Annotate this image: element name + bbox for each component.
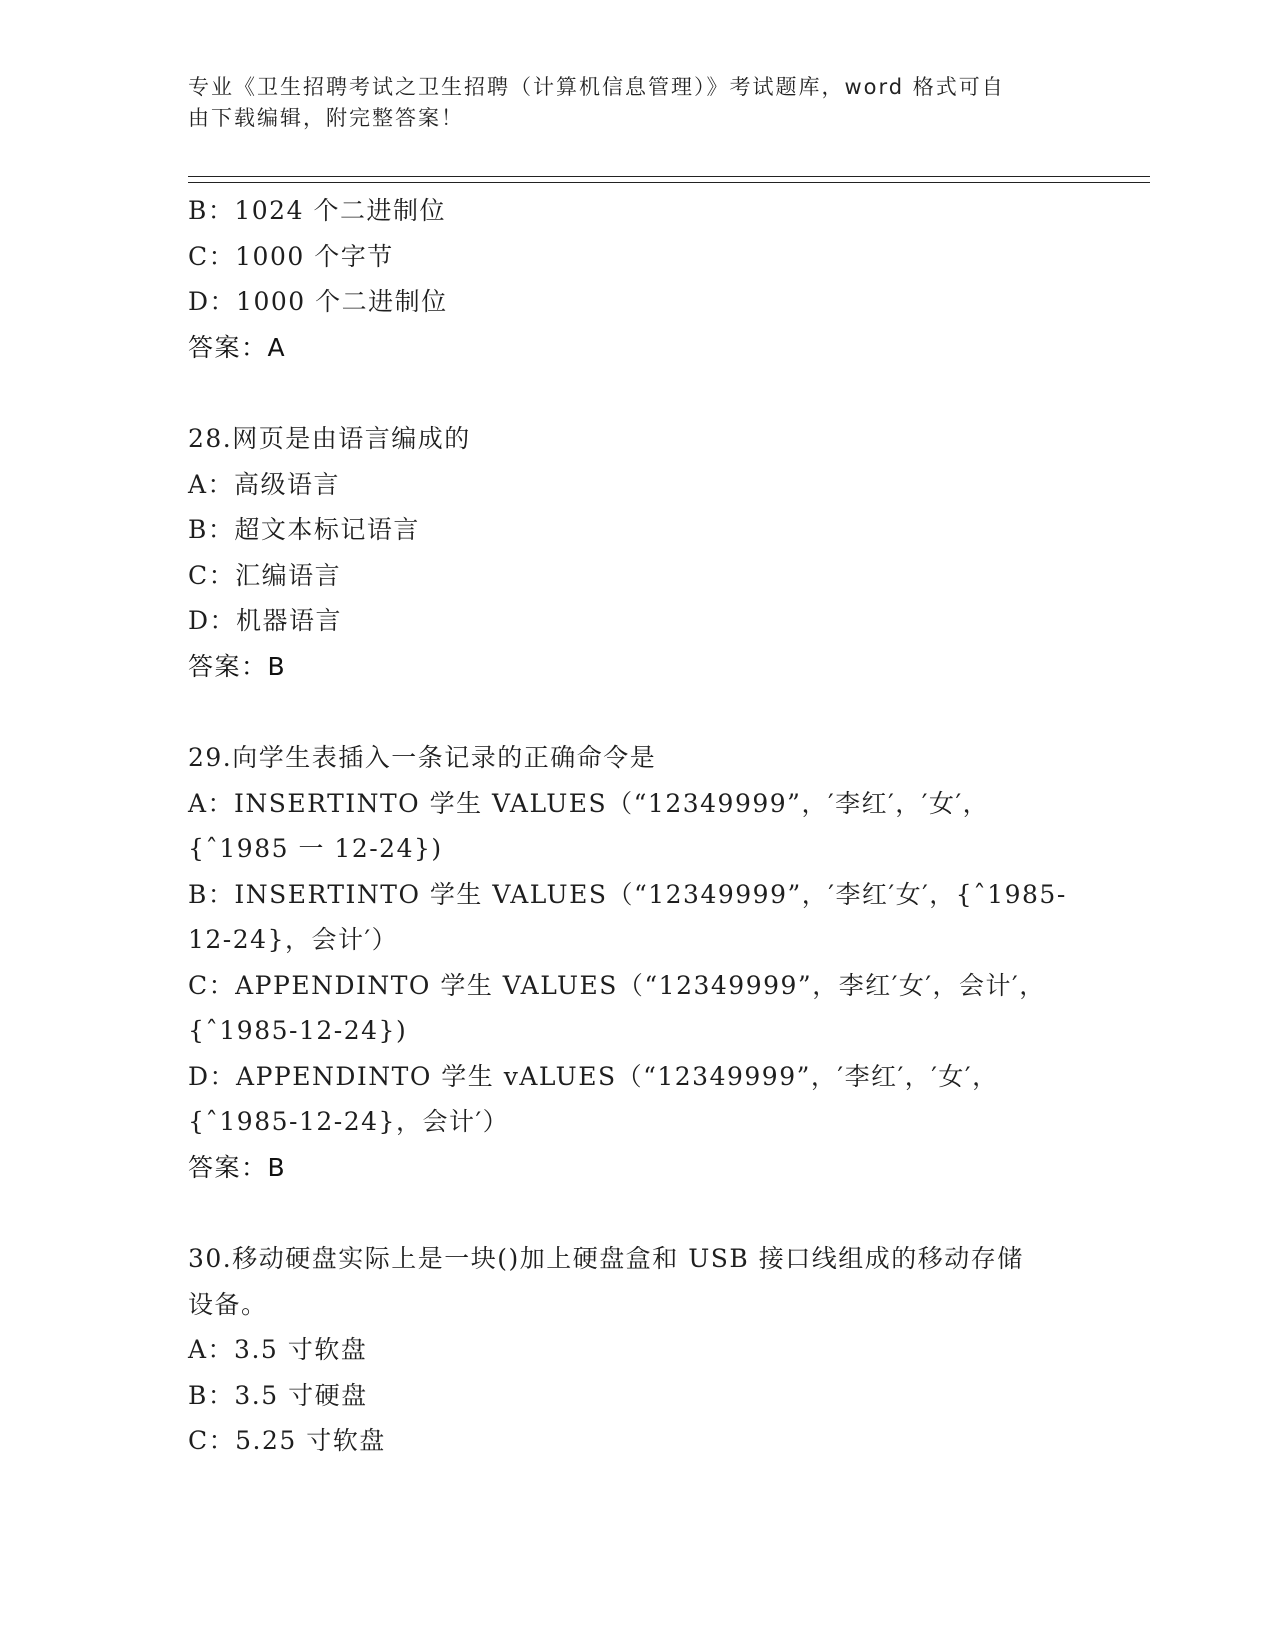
- header-line-1: 专业《卫生招聘考试之卫生招聘（计算机信息管理）》考试题库，word 格式可自: [188, 75, 1005, 99]
- answer-line: 答案：A: [188, 332, 287, 362]
- option-b: B：1024 个二进制位: [188, 196, 446, 225]
- header-divider-top: [188, 176, 1150, 177]
- option-b-line-1: B：INSERTINTO 学生 VALUES（“12349999”，′李红′女′，{ˆ1985-: [188, 879, 1067, 909]
- question-text: 28.网页是由语言编成的: [188, 424, 471, 453]
- answer-line: 答案：B: [188, 651, 287, 681]
- question-list: [188, 188, 1088, 1464]
- option-b: B：3.5 寸硬盘: [188, 1380, 368, 1410]
- question-text-line-1: 30.移动硬盘实际上是一块()加上硬盘盒和 USB 接口线组成的移动存储: [188, 1244, 1024, 1273]
- spacer: [188, 689, 1088, 735]
- option-d-line-2: {ˆ1985-12-24}，会计′）: [188, 1107, 510, 1136]
- header-line-2: 由下载编辑，附完整答案！: [188, 106, 464, 130]
- option-a-line-1: A：INSERTINTO 学生 VALUES（“12349999”，′李红′，′女′，: [188, 788, 990, 818]
- option-d: D：1000 个二进制位: [188, 287, 448, 316]
- option-d-line-1: D：APPENDINTO 学生 vALUES（“12349999”，′李红′，′女′，: [188, 1061, 999, 1091]
- question-text-line-2: 设备。: [188, 1289, 268, 1319]
- header-divider-bottom: [188, 182, 1150, 183]
- option-c-line-1: C：APPENDINTO 学生 VALUES（“12349999”，李红′女′，会计′，: [188, 970, 1046, 1000]
- option-b-line-2: 12-24}，会计′）: [188, 925, 399, 954]
- option-a-line-2: {ˆ1985 一 12-24}): [188, 834, 443, 863]
- answer-line: 答案：B: [188, 1152, 287, 1182]
- option-c: C：5.25 寸软盘: [188, 1426, 386, 1455]
- option-b: B：超文本标记语言: [188, 515, 420, 544]
- option-c-line-2: {ˆ1985-12-24}): [188, 1016, 408, 1045]
- spacer: [188, 370, 1088, 416]
- option-c: C：1000 个字节: [188, 241, 394, 271]
- option-a: A：高级语言: [188, 469, 341, 499]
- option-d: D：机器语言: [188, 606, 343, 635]
- option-c: C：汇编语言: [188, 560, 342, 590]
- question-text: 29.向学生表插入一条记录的正确命令是: [188, 743, 657, 772]
- spacer: [188, 1190, 1088, 1236]
- question-30: [188, 1236, 1088, 1464]
- question-29: [188, 735, 1088, 1190]
- question-28: [188, 416, 1088, 689]
- question-27: [188, 188, 1088, 370]
- option-a: A：3.5 寸软盘: [188, 1335, 368, 1364]
- document-header: [188, 72, 1088, 134]
